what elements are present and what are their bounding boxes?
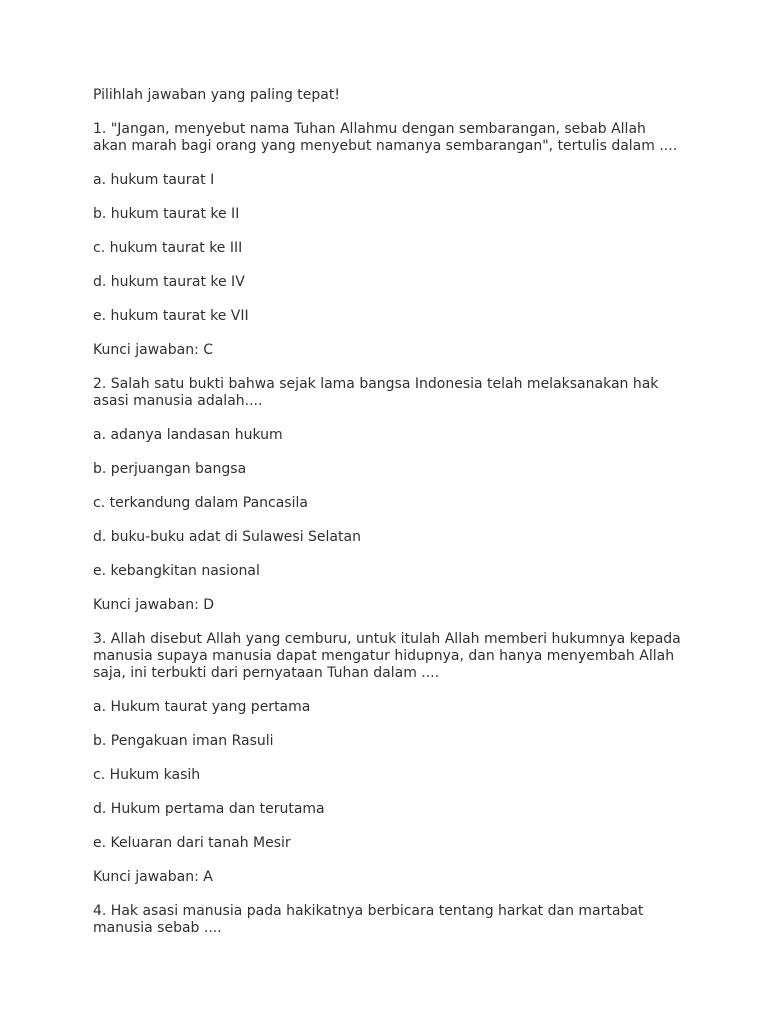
question-3-option-d: d. Hukum pertama dan terutama [93,801,325,817]
question-4-stem-line-2: manusia sebab .... [93,920,222,936]
question-2-stem-line-2: asasi manusia adalah.... [93,393,263,409]
question-4-stem-line-1: 4. Hak asasi manusia pada hakikatnya berbicara tentang harkat dan martabat [93,903,644,919]
document-content [93,87,693,937]
question-3-option-a: a. Hukum taurat yang pertama [93,699,311,715]
question-3-stem-line-3: saja, ini terbukti dari pernyataan Tuhan dalam .... [93,665,440,681]
question-2-stem-line-1: 2. Salah satu bukti bahwa sejak lama bangsa Indonesia telah melaksanakan hak [93,376,659,392]
question-2 [93,376,693,614]
question-3 [93,631,693,886]
instruction-heading: Pilihlah jawaban yang paling tepat! [93,87,340,103]
question-2-option-c: c. terkandung dalam Pancasila [93,495,308,511]
question-3-option-e: e. Keluaran dari tanah Mesir [93,835,291,851]
question-1-stem-line-1: 1. "Jangan, menyebut nama Tuhan Allahmu dengan sembarangan, sebab Allah [93,121,646,137]
question-4 [93,903,693,937]
question-3-stem-line-1: 3. Allah disebut Allah yang cemburu, untuk itulah Allah memberi hukumnya kepada [93,631,681,647]
question-1-answer-key: Kunci jawaban: C [93,342,214,358]
question-1-option-d: d. hukum taurat ke IV [93,274,245,290]
question-3-stem-line-2: manusia supaya manusia dapat mengatur hidupnya, dan hanya menyembah Allah [93,648,675,664]
question-2-option-e: e. kebangkitan nasional [93,563,260,579]
question-3-option-b: b. Pengakuan iman Rasuli [93,733,274,749]
question-2-option-b: b. perjuangan bangsa [93,461,247,477]
question-1-stem-line-2: akan marah bagi orang yang menyebut namanya sembarangan", tertulis dalam .... [93,138,678,154]
question-3-answer-key: Kunci jawaban: A [93,869,213,885]
question-2-option-a: a. adanya landasan hukum [93,427,283,443]
question-3-option-c: c. Hukum kasih [93,767,201,783]
question-1 [93,121,693,359]
question-1-option-c: c. hukum taurat ke III [93,240,243,256]
question-1-option-e: e. hukum taurat ke VII [93,308,249,324]
question-1-option-b: b. hukum taurat ke II [93,206,240,222]
question-2-option-d: d. buku-buku adat di Sulawesi Selatan [93,529,361,545]
question-1-option-a: a. hukum taurat I [93,172,215,188]
question-2-answer-key: Kunci jawaban: D [93,597,215,613]
